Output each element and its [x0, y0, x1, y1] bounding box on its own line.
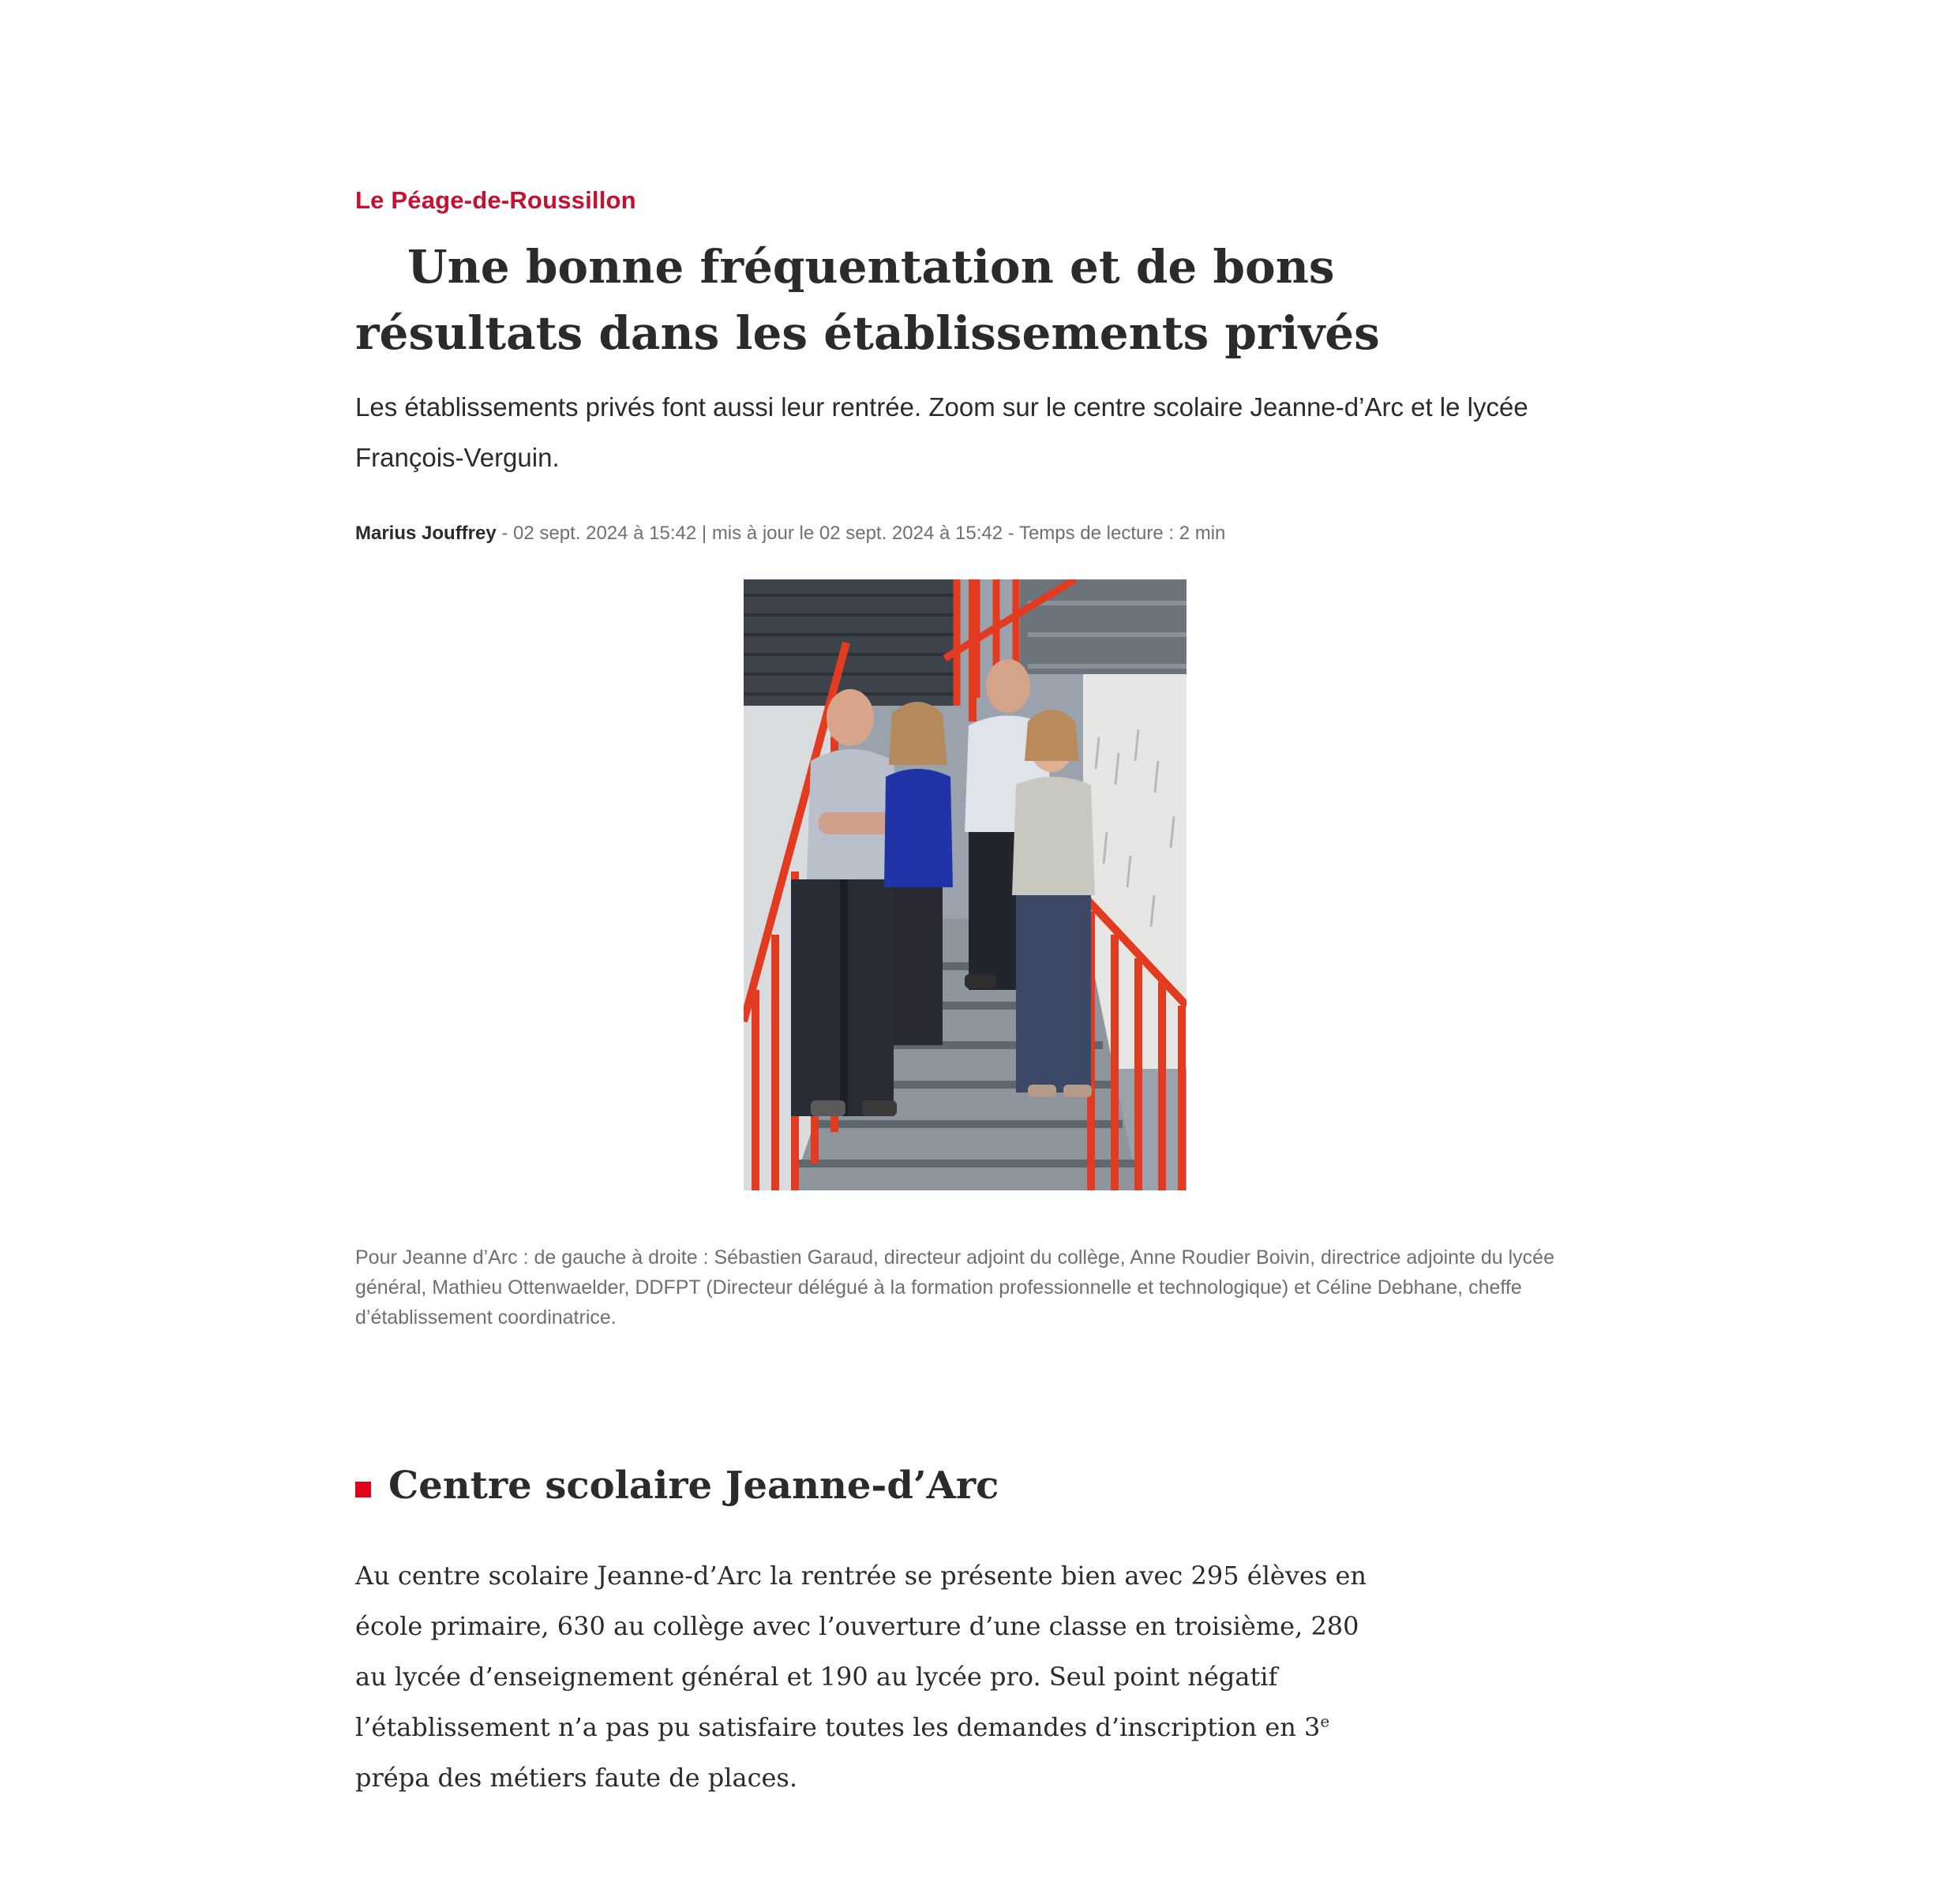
article-photo[interactable]	[744, 579, 1187, 1190]
section-paragraph	[355, 1550, 1397, 1803]
rubric-link[interactable]: Le Péage-de-Roussillon	[355, 186, 636, 214]
article-lead: Les établissements privés font aussi leur rentrée. Zoom sur le centre scolaire Jeanne-d’Arc et le lycée François-Verguin.	[355, 392, 1528, 472]
paragraph-text-end: prépa des métiers faute de places.	[355, 1763, 798, 1793]
section-heading	[355, 1464, 999, 1508]
paragraph-superscript: e	[1320, 1711, 1330, 1731]
section-marker-icon	[355, 1482, 371, 1497]
photo-illustration	[744, 579, 1187, 1190]
section-title: Centre scolaire Jeanne-d’Arc	[388, 1464, 999, 1508]
paragraph-text: Au centre scolaire Jeanne-d’Arc la rentrée se présente bien avec 295 élèves en école primaire, 630 au collège avec l’ouverture d’une classe en troisième, 280 au lycée d’enseignement général et 190 au lycée pro. Seul point négatif l’établissement n’a pas pu satisfaire toutes les demandes d’inscription en 3	[355, 1561, 1367, 1742]
article-headline: Une bonne fréquentation et de bons résultats dans les établissements privés	[355, 240, 1380, 360]
byline-meta: - 02 sept. 2024 à 15:42 | mis à jour le 02 sept. 2024 à 15:42 - Temps de lecture : 2 min	[496, 523, 1226, 544]
photo-caption: Pour Jeanne d’Arc : de gauche à droite : Sébastien Garaud, directeur adjoint du collège, Anne Roudier Boivin, directrice adjointe du lycée général, Mathieu Ottenwaelder, DDFPT (Directeur délégué à la formation professionnelle et technologique) et Céline Debhane, cheffe d’établissement coordinatrice.	[355, 1246, 1554, 1329]
author-name[interactable]: Marius Jouffrey	[355, 523, 497, 544]
byline	[355, 523, 1225, 545]
